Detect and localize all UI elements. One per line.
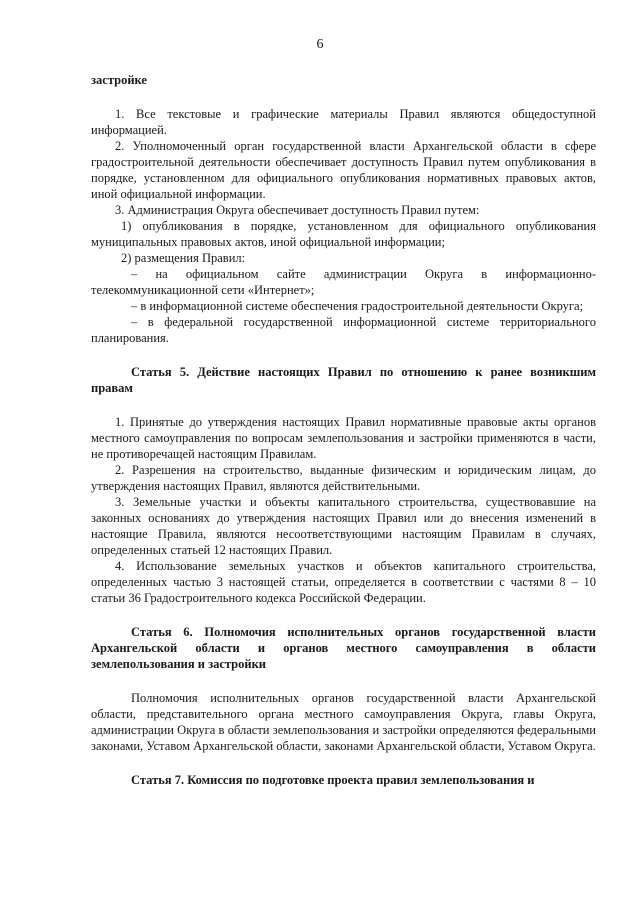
document-body bbox=[91, 72, 596, 788]
list-item: 2) размещения Правил: bbox=[121, 251, 246, 265]
paragraph: 1. Принятые до утверждения настоящих Правил нормативные правовые акты органов местного самоуправления по вопросам землепользования и застройки применяются в части, не противоречащей настоящим Правилам. bbox=[91, 415, 596, 461]
paragraph: Полномочия исполнительных органов государственной власти Архангельской области, представительного органа местного самоуправления Округа, главы Округа, администрации Округа в области землепользования и застройки определяются федеральными законами, Уставом Архангельской области, законами Архангельской области, Уставом Округа. bbox=[91, 691, 596, 753]
list-item: – в информационной системе обеспечения градостроительной деятельности Округа; bbox=[131, 299, 584, 313]
paragraph: 4. Использование земельных участков и объектов капитального строительства, определенных частью 3 настоящей статьи, определяется в соответствии с частями 8 – 10 статьи 36 Градостроительного кодекса Российской Федерации. bbox=[91, 559, 596, 605]
heading-continuation: застройке bbox=[91, 73, 147, 87]
list-item: – в федеральной государственной информационной системе территориального планирования. bbox=[91, 315, 596, 345]
paragraph: 2. Уполномоченный орган государственной власти Архангельской области в сфере градостроительной деятельности обеспечивает доступность Правил путем опубликования в порядке, установленном для официального опубликования нормативных правовых актов, иной официальной информации. bbox=[91, 139, 596, 201]
paragraph: 3. Земельные участки и объекты капитального строительства, существовавшие на законных основаниях до утверждения настоящих Правил или до внесения изменений в настоящие Правила, являются несоответствующими настоящим Правилам в случаях, определенных статьей 12 настоящих Правил. bbox=[91, 495, 596, 557]
article-7-heading: Статья 7. Комиссия по подготовке проекта правил землепользования и bbox=[131, 773, 535, 787]
paragraph: 2. Разрешения на строительство, выданные физическим и юридическим лицам, до утверждения настоящих Правил, являются действительными. bbox=[91, 463, 596, 493]
list-item: – на официальном сайте администрации Округа в информационно-телекоммуникационной сети «Интернет»; bbox=[91, 267, 596, 297]
article-5-heading: Статья 5. Действие настоящих Правил по отношению к ранее возникшим правам bbox=[91, 365, 596, 395]
paragraph: 1. Все текстовые и графические материалы Правил являются общедоступной информацией. bbox=[91, 107, 596, 137]
paragraph: 3. Администрация Округа обеспечивает доступность Правил путем: bbox=[115, 203, 480, 217]
article-6-heading: Статья 6. Полномочия исполнительных органов государственной власти Архангельской области и органов местного самоуправления в области землепользования и застройки bbox=[91, 625, 596, 671]
list-item: 1) опубликования в порядке, установленном для официального опубликования муниципальных правовых актов, иной официальной информации; bbox=[91, 219, 596, 249]
page-number: 6 bbox=[316, 37, 324, 52]
